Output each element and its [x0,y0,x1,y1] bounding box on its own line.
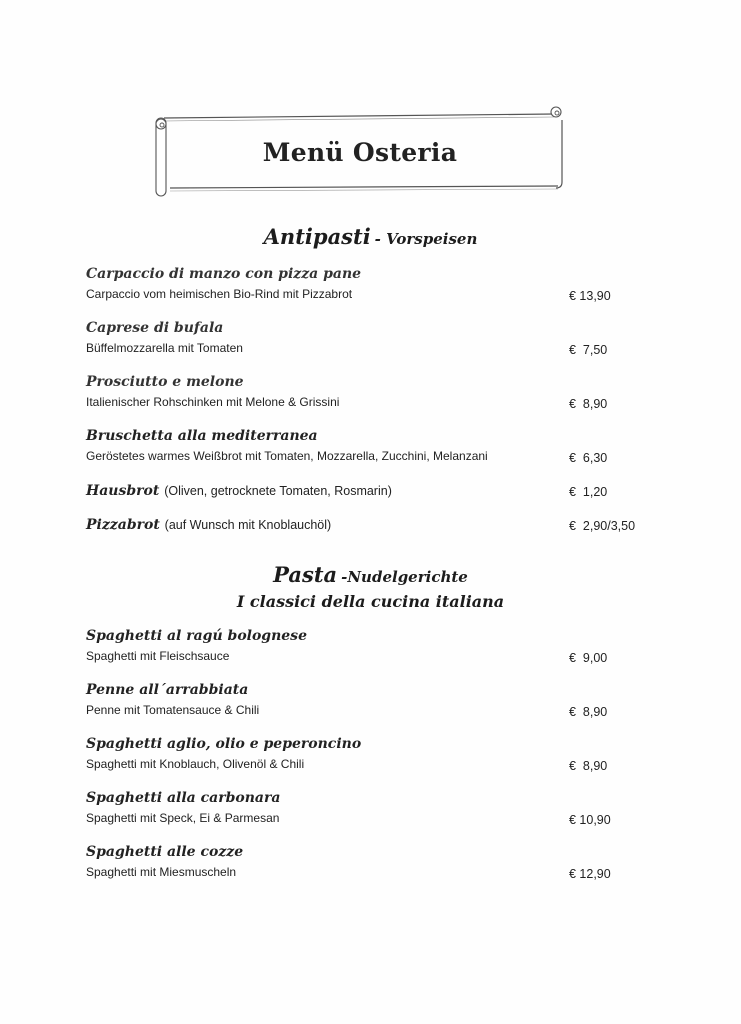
antipasti-subtitle: - Vorspeisen [374,230,478,248]
item-name: Bruschetta alla mediterranea [86,428,318,444]
item-name: Spaghetti alle cozze [86,844,244,860]
item-price: € 1,20 [569,485,608,499]
item-price: € 9,00 [569,651,608,665]
item-description: Carpaccio vom heimischen Bio-Rind mit Pizzabrot [86,287,353,301]
item-description: Spaghetti mit Miesmuscheln [86,865,237,879]
item-description: Spaghetti mit Knoblauch, Olivenöl & Chili [86,757,305,771]
menu-item [86,428,676,463]
item-name: Spaghetti al ragú bolognese [86,628,307,644]
item-price: € 12,90 [569,867,611,881]
item-name: Prosciutto e melone [86,374,244,390]
item-price: € 2,90/3,50 [569,519,636,533]
menu-item [86,517,676,533]
title-banner-scroll [150,104,570,200]
pasta-title: Pasta [273,562,338,587]
antipasti-heading [0,224,741,249]
item-name: Spaghetti alla carbonara [86,790,281,806]
pasta-heading [0,562,741,587]
menu-item [86,483,676,499]
item-name: Caprese di bufala [86,320,224,336]
menu-title: Menü Osteria [262,138,458,167]
menu-item [86,790,676,825]
item-description: (Oliven, getrocknete Tomaten, Rosmarin) [164,484,392,498]
item-name: Spaghetti aglio, olio e peperoncino [86,736,362,752]
item-price: € 8,90 [569,759,608,773]
menu-item [86,844,676,879]
item-price: € 6,30 [569,451,608,465]
menu-item [86,682,676,717]
item-description: Geröstetes warmes Weißbrot mit Tomaten, Mozzarella, Zucchini, Melanzani [86,449,488,463]
item-description: Italienischer Rohschinken mit Melone & Grissini [86,395,340,409]
item-description: Penne mit Tomatensauce & Chili [86,703,260,717]
item-description: Spaghetti mit Fleischsauce [86,649,230,663]
menu-item [86,266,676,301]
menu-item [86,736,676,771]
antipasti-title: Antipasti [263,224,371,249]
menu-item [86,374,676,409]
item-price: € 8,90 [569,705,608,719]
item-description: (auf Wunsch mit Knoblauchöl) [164,518,332,532]
menu-item [86,628,676,663]
item-name: Pizzabrot [86,517,160,533]
item-description: Büffelmozzarella mit Tomaten [86,341,243,355]
item-price: € 8,90 [569,397,608,411]
item-price: € 7,50 [569,343,608,357]
pasta-tagline-row [0,592,741,612]
item-name: Hausbrot [86,483,160,499]
item-price: € 10,90 [569,813,611,827]
item-description: Spaghetti mit Speck, Ei & Parmesan [86,811,280,825]
pasta-subtitle: -Nudelgerichte [341,568,468,586]
item-name: Carpaccio di manzo con pizza pane [86,266,362,282]
menu-item [86,320,676,355]
item-price: € 13,90 [569,289,611,303]
item-name: Penne all´arrabbiata [86,682,249,698]
pasta-tagline: I classici della cucina italiana [236,592,505,611]
